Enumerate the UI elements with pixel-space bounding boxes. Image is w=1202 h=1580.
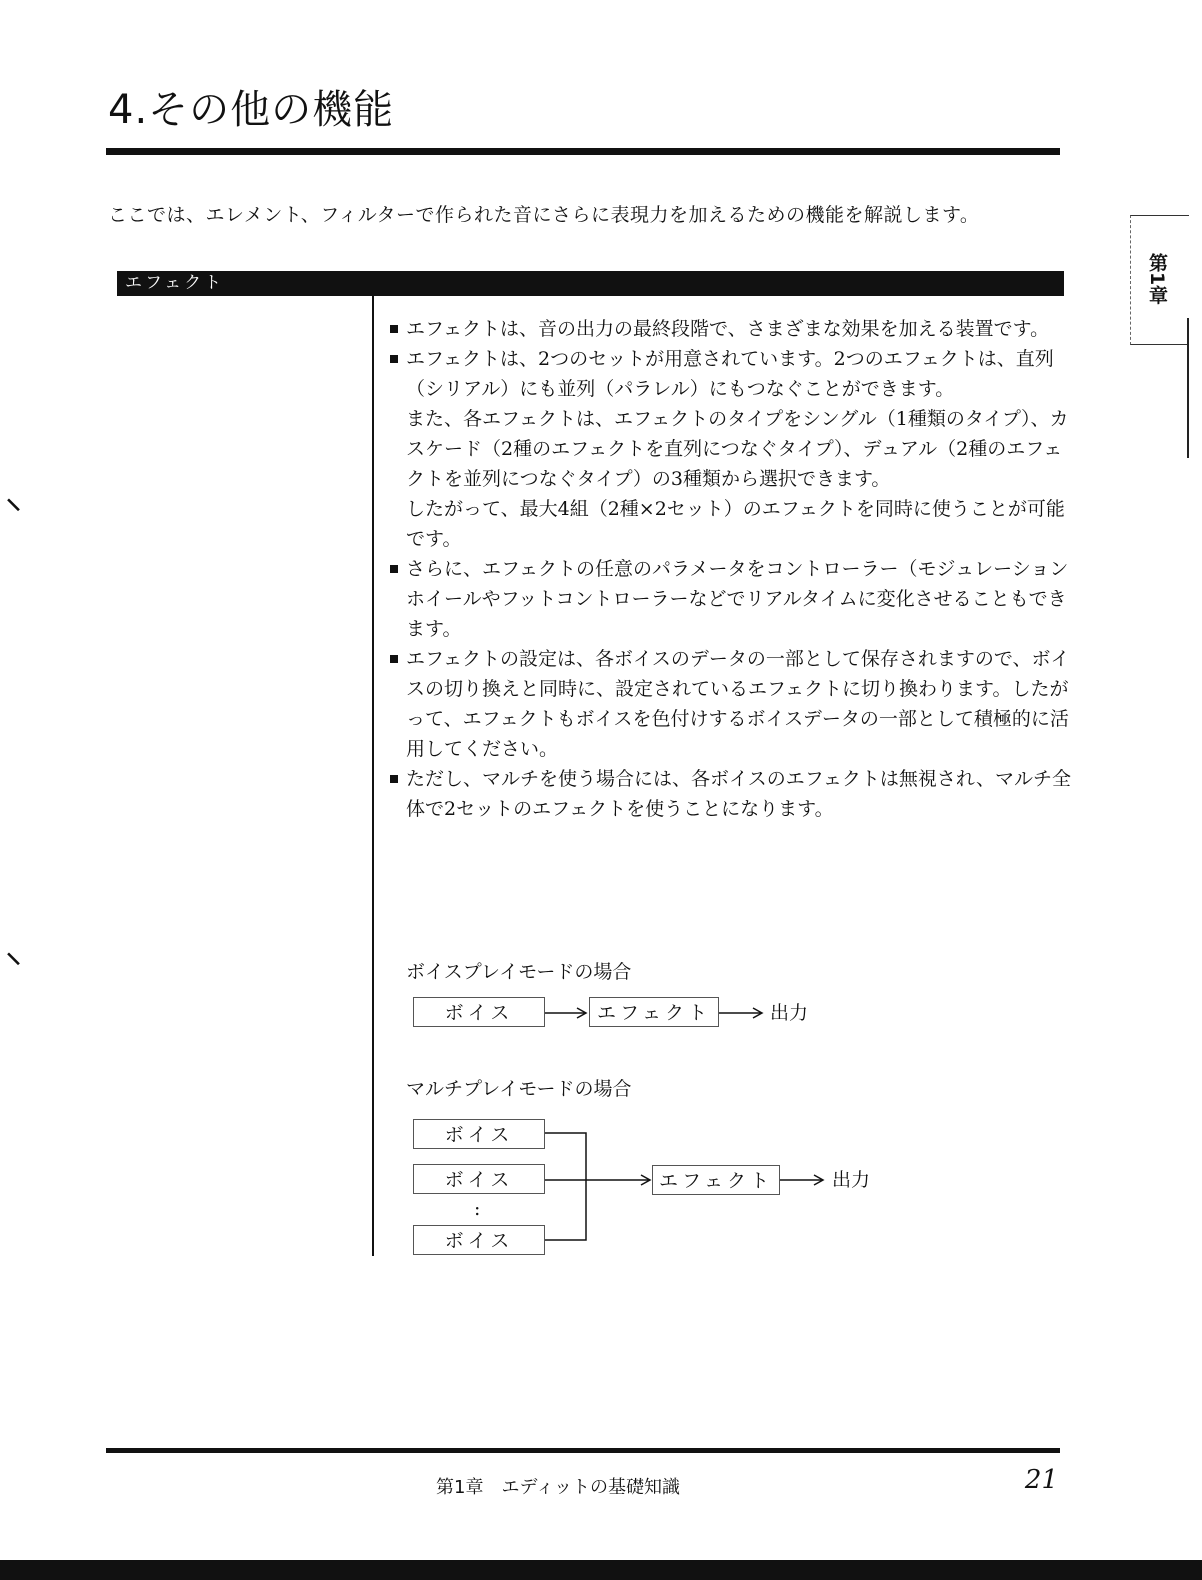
paragraph-text: エフェクトは、音の出力の最終段階で、さまざまな効果を加える装置です。 <box>406 318 1050 340</box>
voice-box: ボイス <box>413 1164 545 1194</box>
merge-connector-lines <box>545 1125 655 1250</box>
paragraph-text: エフェクトの設定は、各ボイスのデータの一部として保存されますので、ボイスの切り換えと同時に、設定されているエフェクトに切り換わります。したがって、エフェクトもボイスを色付けするボイスデータの一部として積極的に活用してください。 <box>406 648 1070 760</box>
footer-chapter-title: 第1章 エディットの基礎知識 <box>436 1477 681 1498</box>
paragraph-text: エフェクトは、2つのセットが用意されています。2つのエフェクトは、直列（シリアル）にも並列（パラレル）にもつなぐことができます。 <box>406 348 1054 400</box>
page-bottom-edge <box>0 1560 1202 1580</box>
list-item <box>388 764 1076 824</box>
ellipsis-mark: : <box>474 1198 481 1220</box>
effect-box: エフェクト <box>652 1165 780 1195</box>
page-number: 21 <box>1024 1465 1058 1495</box>
paragraph-text: ただし、マルチを使う場合には、各ボイスのエフェクトは無視され、マルチ全体で2セットのエフェクトを使うことになります。 <box>406 768 1072 820</box>
multi-mode-label: マルチプレイモードの場合 <box>406 1078 632 1100</box>
section-label: エフェクト <box>125 273 225 293</box>
list-item <box>388 344 1076 404</box>
paragraph-text: さらに、エフェクトの任意のパラメータをコントローラー（モジュレーションホイールやフットコントローラーなどでリアルタイムに変化させることもできます。 <box>406 558 1069 640</box>
effect-box: エフェクト <box>589 997 719 1027</box>
output-label: 出力 <box>832 1169 871 1191</box>
arrow-right-icon <box>545 1003 590 1023</box>
footer-rule <box>106 1448 1060 1453</box>
arrow-right-icon <box>719 1003 765 1023</box>
arrow-right-icon <box>780 1170 826 1190</box>
page-title: 4.その他の機能 <box>108 87 395 133</box>
list-item <box>388 554 1076 644</box>
list-item <box>388 644 1076 764</box>
title-rule <box>106 148 1060 155</box>
bullet-square-icon <box>390 565 398 573</box>
continuation-paragraph: したがって、最大4組（2種×2セット）のエフェクトを同時に使うことが可能です。 <box>406 498 1065 550</box>
binding-mark: ⸜ <box>6 935 21 970</box>
voice-box: ボイス <box>413 997 545 1027</box>
section-header-bar <box>117 271 1064 296</box>
section-body <box>388 314 1076 824</box>
intro-text: ここでは、エレメント、フィルターで作られた音にさらに表現力を加えるための機能を解説します。 <box>108 204 980 226</box>
continuation-paragraph: また、各エフェクトは、エフェクトのタイプをシングル（1種類のタイプ）、カスケード（2種のエフェクトを直列につなぐタイプ）、デュアル（2種のエフェクトを並列につなぐタイプ）の3種類から選択できます。 <box>406 408 1069 490</box>
output-label: 出力 <box>770 1002 809 1024</box>
bullet-square-icon <box>390 325 398 333</box>
chapter-tab <box>1130 215 1189 345</box>
column-rule <box>372 296 374 1256</box>
binding-mark: ⸜ <box>6 481 21 516</box>
chapter-tab-label: 第1章 <box>1146 253 1168 305</box>
bullet-square-icon <box>390 775 398 783</box>
voice-mode-label: ボイスプレイモードの場合 <box>406 961 632 983</box>
bullet-square-icon <box>390 355 398 363</box>
tab-spine <box>1187 318 1189 458</box>
list-item <box>388 314 1076 344</box>
voice-box: ボイス <box>413 1119 545 1149</box>
bullet-square-icon <box>390 655 398 663</box>
voice-box: ボイス <box>413 1225 545 1255</box>
